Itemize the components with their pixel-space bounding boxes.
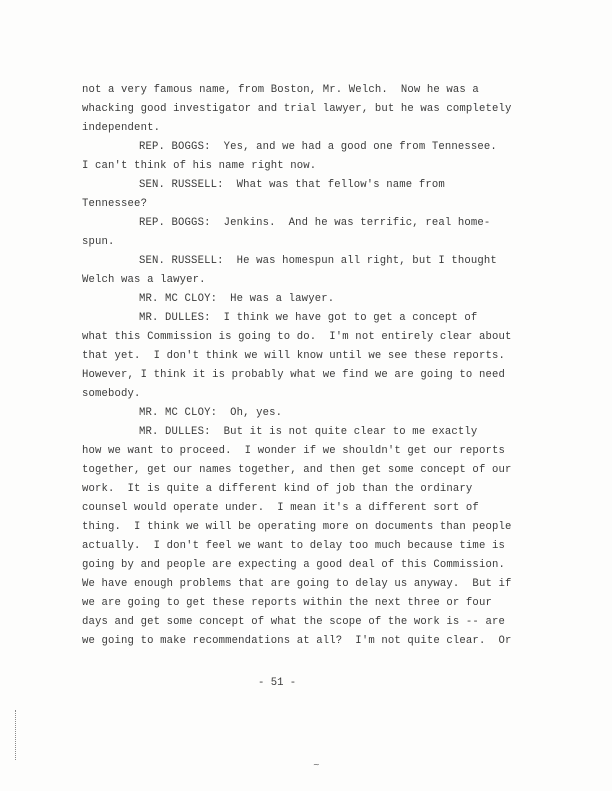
text-line: Tennessee? [82,198,148,210]
text-line: how we want to proceed. I wonder if we shouldn't get our reports [82,445,505,457]
text-line: Welch was a lawyer. [82,274,206,286]
speaker-line: REP. BOGGS: Yes, and we had a good one from Tennessee. [139,141,497,153]
speaker-line: SEN. RUSSELL: He was homespun all right, but I thought [139,255,497,267]
text-line: what this Commission is going to do. I'm not entirely clear about [82,331,512,343]
speaker-line: MR. MC CLOY: Oh, yes. [139,407,283,419]
text-line: going by and people are expecting a good deal of this Commission. [82,559,505,571]
text-line: thing. I think we will be operating more on documents than people [82,521,512,533]
text-line: I can't think of his name right now. [82,160,317,172]
text-line: spun. [82,236,115,248]
text-line: days and get some concept of what the scope of the work is -- are [82,616,505,628]
speaker-line: REP. BOGGS: Jenkins. And he was terrific, real home- [139,217,491,229]
archive-stamp: ~ [313,760,320,769]
text-line: together, get our names together, and then get some concept of our [82,464,512,476]
text-line: independent. [82,122,161,134]
text-line: We have enough problems that are going to delay us anyway. But if [82,578,512,590]
text-line: somebody. [82,388,141,400]
speaker-line: MR. MC CLOY: He was a lawyer. [139,293,335,305]
text-line: counsel would operate under. I mean it's a different sort of [82,502,479,514]
speaker-line: SEN. RUSSELL: What was that fellow's name from [139,179,445,191]
text-line: whacking good investigator and trial lawyer, but he was completely [82,103,512,115]
speaker-line: MR. DULLES: I think we have got to get a concept of [139,312,478,324]
text-line: However, I think it is probably what we find we are going to need [82,369,505,381]
text-line: not a very famous name, from Boston, Mr. Welch. Now he was a [82,84,479,96]
text-line: work. It is quite a different kind of job than the ordinary [82,483,473,495]
speaker-line: MR. DULLES: But it is not quite clear to me exactly [139,426,478,438]
text-line: we going to make recommendations at all? I'm not quite clear. Or [82,635,512,647]
text-line: we are going to get these reports within the next three or four [82,597,492,609]
text-line: that yet. I don't think we will know until we see these reports. [82,350,505,362]
text-line: actually. I don't feel we want to delay too much because time is [82,540,505,552]
margin-scan-marks [15,710,18,760]
page-number: - 51 - [258,677,297,689]
